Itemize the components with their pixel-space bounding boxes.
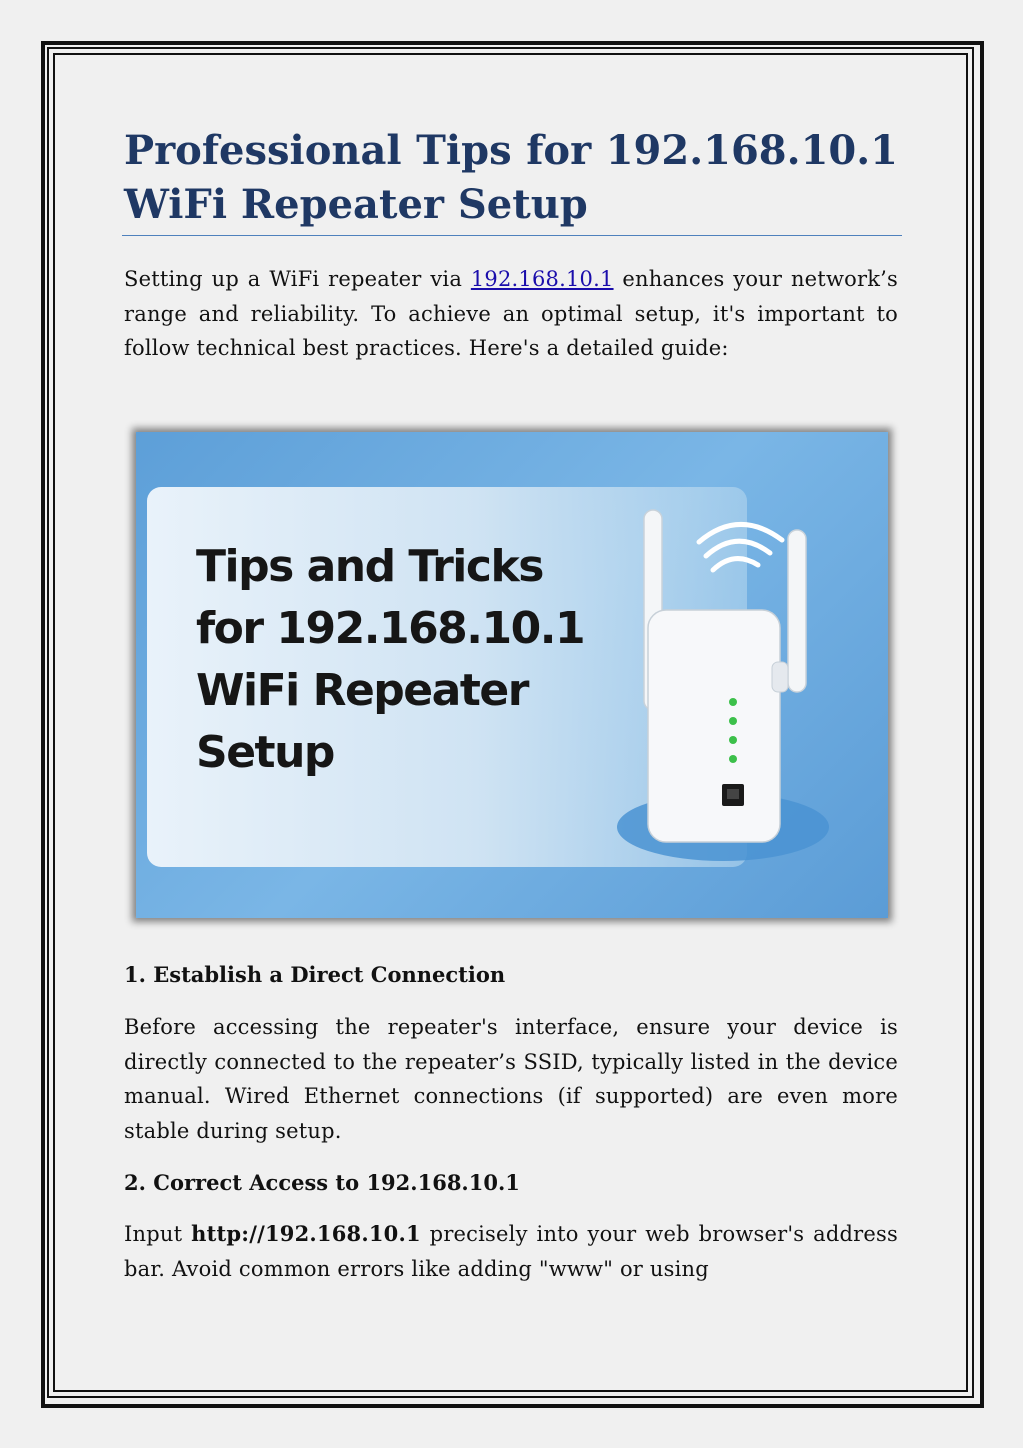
section-2-body-suffix: precisely into your web browser's address bar. Avoid common errors like adding "www" or using — [124, 1222, 898, 1281]
section-2-url: http://192.168.10.1 — [191, 1221, 421, 1246]
right-antenna — [788, 530, 806, 692]
section-2-body-prefix: Input — [124, 1222, 192, 1246]
wifi-signal-icon — [699, 524, 782, 570]
intro-paragraph — [124, 262, 898, 366]
intro-text-before-link: Setting up a WiFi repeater via — [124, 267, 471, 291]
section-1-body: Before accessing the repeater's interface, ensure your device is directly connected to the repeater’s SSID, typically listed in the device manual. Wired Ethernet connections (if supported) are even more stable during setup. — [124, 1015, 898, 1143]
repeater-body — [648, 610, 780, 842]
title-underline — [122, 235, 902, 236]
ip-address-link[interactable]: 192.168.10.1 — [470, 267, 614, 291]
banner-title: Tips and Tricks for 192.168.10.1 WiFi Repeater Setup — [196, 541, 585, 778]
status-led-1 — [729, 698, 737, 706]
status-led-4 — [729, 755, 737, 763]
status-led-3 — [729, 736, 737, 744]
wifi-repeater-illustration — [136, 432, 888, 918]
intro-text-after-link: enhances your network’s range and reliability. To achieve an optimal setup, it's important to follow technical best practices. Here's a detailed guide: — [124, 267, 898, 360]
section-2-body — [124, 1217, 898, 1286]
page-title: Professional Tips for 192.168.10.1 WiFi Repeater Setup — [124, 127, 898, 228]
status-led-2 — [729, 717, 737, 725]
section-2-heading: 2. Correct Access to 192.168.10.1 — [124, 1170, 520, 1195]
section-1-heading: 1. Establish a Direct Connection — [124, 962, 506, 987]
antenna-hinge — [772, 662, 788, 692]
ethernet-port-inner — [727, 789, 739, 799]
banner-image — [136, 432, 888, 918]
